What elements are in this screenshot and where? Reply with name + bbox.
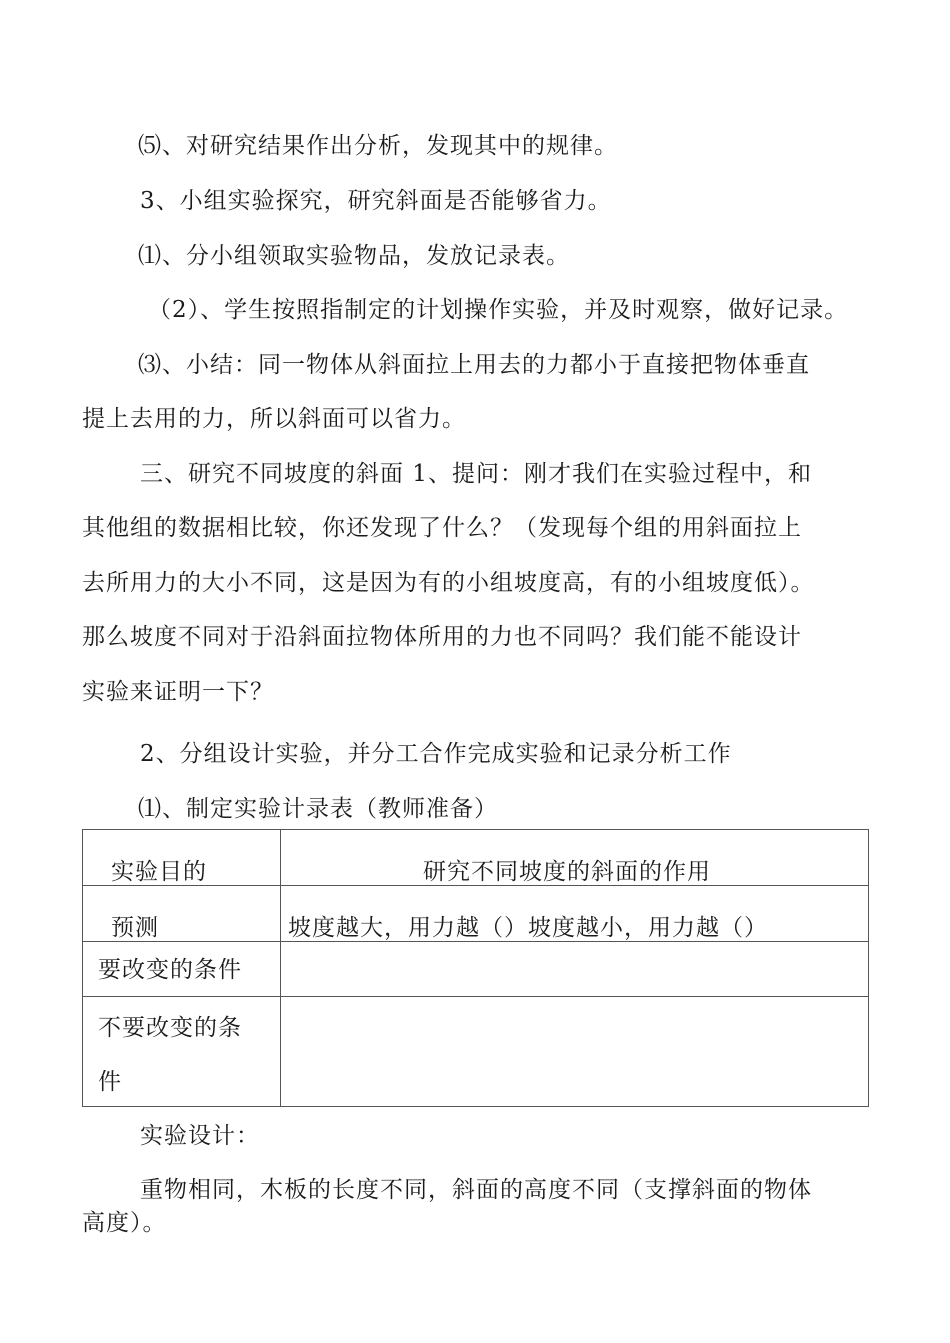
table-column-divider xyxy=(280,830,281,1106)
table-cell-label: 件 xyxy=(98,1069,122,1095)
table-cell-label: 实验目的 xyxy=(111,859,207,885)
paragraph-line: ⑶、小结：同一物体从斜面拉上用去的力都小于直接把物体垂直 xyxy=(138,352,810,378)
paragraph-line: ⑸、对研究结果作出分析，发现其中的规律。 xyxy=(138,133,618,159)
section-heading: 3、小组实验探究，研究斜面是否能够省力。 xyxy=(140,188,612,214)
table-row-divider xyxy=(83,996,868,997)
table-cell-label: 预测 xyxy=(111,915,159,941)
table-cell-value: 坡度越大，用力越（）坡度越小，用力越（） xyxy=(288,915,768,941)
paragraph-line: 其他组的数据相比较，你还发现了什么？（发现每个组的用斜面拉上 xyxy=(82,515,802,541)
paragraph-line: ⑴、分小组领取实验物品，发放记录表。 xyxy=(138,243,570,269)
paragraph-line: 高度）。 xyxy=(82,1210,167,1236)
table-caption: ⑴、制定实验计录表（教师准备） xyxy=(138,796,498,822)
table-cell-value: 研究不同坡度的斜面的作用 xyxy=(423,859,711,885)
section-heading: 三、研究不同坡度的斜面 1、提问：刚才我们在实验过程中，和 xyxy=(140,461,812,487)
paragraph-line: 那么坡度不同对于沿斜面拉物体所用的力也不同吗？我们能不能设计 xyxy=(82,624,802,650)
paragraph-line: （2）、学生按照指制定的计划操作实验，并及时观察，做好记录。 xyxy=(148,297,849,323)
table-cell-label: 不要改变的条 xyxy=(98,1015,242,1041)
paragraph-line: 实验来证明一下？ xyxy=(82,679,274,705)
paragraph-line: 实验设计： xyxy=(140,1123,260,1149)
paragraph-line: 去所用力的大小不同，这是因为有的小组坡度高，有的小组坡度低）。 xyxy=(82,570,815,596)
paragraph-line: 提上去用的力，所以斜面可以省力。 xyxy=(82,406,466,432)
experiment-record-table xyxy=(82,829,869,1107)
table-cell-label: 要改变的条件 xyxy=(98,957,242,983)
paragraph-line: 重物相同，木板的长度不同，斜面的高度不同（支撑斜面的物体 xyxy=(140,1177,812,1203)
section-heading: 2、分组设计实验，并分工合作完成实验和记录分析工作 xyxy=(140,741,732,767)
